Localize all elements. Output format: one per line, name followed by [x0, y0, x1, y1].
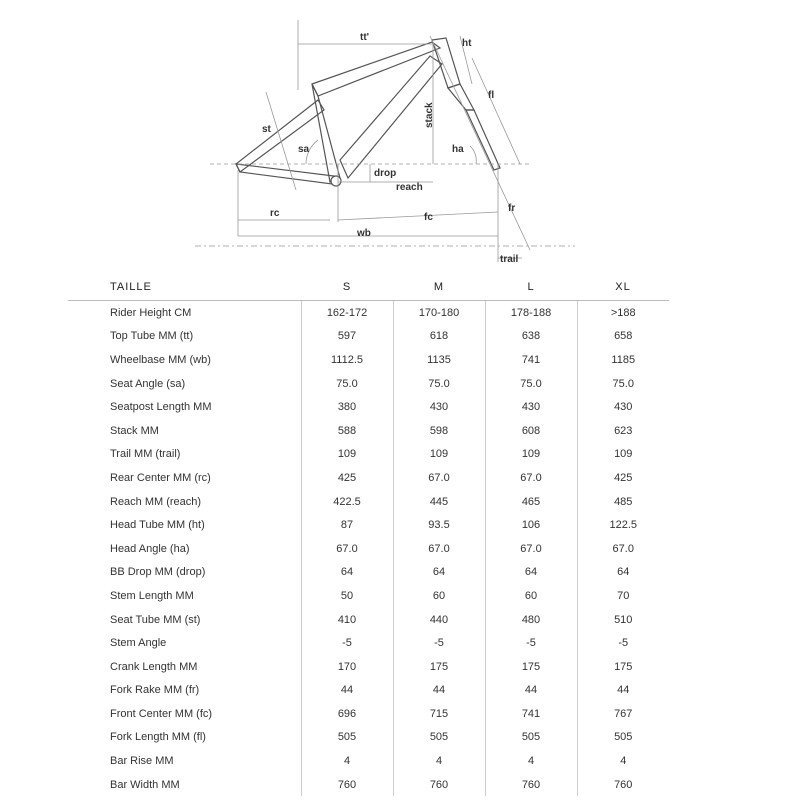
- label-sa: sa: [298, 144, 310, 155]
- table-row: [68, 325, 669, 349]
- cell-size-l: 760: [485, 773, 577, 797]
- chain-stay: [236, 164, 334, 184]
- cell-size-m: 93.5: [393, 513, 485, 537]
- cell-size-m: 505: [393, 726, 485, 750]
- frame-geometry-svg: [195, 0, 575, 268]
- label-rc: rc: [270, 208, 280, 219]
- cell-size-s: 597: [301, 325, 393, 349]
- fc-dim: [338, 212, 498, 220]
- cell-size-s: 1112.5: [301, 348, 393, 372]
- cell-size-xl: 4: [577, 749, 669, 773]
- table-row: [68, 655, 669, 679]
- cell-size-l: 430: [485, 395, 577, 419]
- row-label: Rider Height CM: [110, 306, 192, 319]
- row-label: Fork Rake MM (fr): [110, 684, 200, 697]
- cell-size-l: 109: [485, 443, 577, 467]
- top-tube: [312, 42, 440, 96]
- cell-size-l: 64: [485, 561, 577, 585]
- cell-size-m: 4: [393, 749, 485, 773]
- row-label: Fork Length MM (fl): [110, 731, 206, 744]
- header-size-l: L: [485, 274, 577, 301]
- table-row: [68, 513, 669, 537]
- table-row: [68, 372, 669, 396]
- table-row: [68, 679, 669, 703]
- label-tt: tt': [360, 32, 370, 43]
- steer-axis: [430, 36, 530, 250]
- cell-size-l: 67.0: [485, 537, 577, 561]
- frame-geometry-diagram: [195, 0, 575, 268]
- cell-size-m: 67.0: [393, 537, 485, 561]
- cell-size-s: 170: [301, 655, 393, 679]
- cell-size-s: 109: [301, 443, 393, 467]
- cell-size-xl: 1185: [577, 348, 669, 372]
- cell-size-s: 64: [301, 561, 393, 585]
- cell-size-xl: 64: [577, 561, 669, 585]
- row-label: Stem Angle: [110, 637, 167, 650]
- row-label: Seatpost Length MM: [110, 401, 212, 414]
- row-label: Trail MM (trail): [110, 448, 181, 461]
- header-size-xl: XL: [577, 274, 669, 301]
- label-stack: stack: [424, 102, 435, 128]
- table-row: [68, 301, 669, 325]
- cell-size-xl: 75.0: [577, 372, 669, 396]
- cell-size-xl: 109: [577, 443, 669, 467]
- cell-size-m: 170-180: [393, 301, 485, 325]
- cell-size-m: -5: [393, 631, 485, 655]
- table-row: [68, 584, 669, 608]
- size-chart-body: [68, 301, 669, 797]
- label-drop: drop: [374, 168, 397, 179]
- table-row: [68, 726, 669, 750]
- cell-size-m: 75.0: [393, 372, 485, 396]
- header-taille: TAILLE: [68, 274, 301, 301]
- cell-size-xl: 505: [577, 726, 669, 750]
- cell-size-xl: 175: [577, 655, 669, 679]
- cell-size-xl: 485: [577, 490, 669, 514]
- cell-size-m: 430: [393, 395, 485, 419]
- seat-tube: [312, 84, 340, 182]
- fl-dim: [472, 58, 520, 164]
- cell-size-m: 60: [393, 584, 485, 608]
- cell-size-s: 505: [301, 726, 393, 750]
- cell-size-s: 87: [301, 513, 393, 537]
- cell-size-l: 608: [485, 419, 577, 443]
- cell-size-xl: 67.0: [577, 537, 669, 561]
- cell-size-l: 4: [485, 749, 577, 773]
- label-ha: ha: [452, 144, 464, 155]
- row-label: Crank Length MM: [110, 660, 198, 673]
- cell-size-l: -5: [485, 631, 577, 655]
- cell-size-s: 760: [301, 773, 393, 797]
- header-size-s: S: [301, 274, 393, 301]
- cell-size-m: 175: [393, 655, 485, 679]
- row-label: Stack MM: [110, 424, 159, 437]
- row-label: Head Tube MM (ht): [110, 519, 205, 532]
- cell-size-s: 588: [301, 419, 393, 443]
- bottom-bracket: [331, 176, 341, 186]
- table-row: [68, 773, 669, 797]
- cell-size-m: 67.0: [393, 466, 485, 490]
- fork-crown: [448, 84, 474, 110]
- cell-size-xl: 44: [577, 679, 669, 703]
- cell-size-m: 618: [393, 325, 485, 349]
- cell-size-xl: >188: [577, 301, 669, 325]
- label-ht: ht: [462, 38, 472, 49]
- table-row: [68, 443, 669, 467]
- cell-size-m: 715: [393, 702, 485, 726]
- table-row: [68, 466, 669, 490]
- table-row: [68, 537, 669, 561]
- cell-size-s: 422.5: [301, 490, 393, 514]
- cell-size-xl: -5: [577, 631, 669, 655]
- cell-size-m: 440: [393, 608, 485, 632]
- seat-stay: [236, 100, 324, 172]
- row-label: Top Tube MM (tt): [110, 330, 194, 343]
- table-row: [68, 348, 669, 372]
- header-size-m: M: [393, 274, 485, 301]
- cell-size-xl: 70: [577, 584, 669, 608]
- cell-size-s: 44: [301, 679, 393, 703]
- row-label: Bar Width MM: [110, 778, 180, 791]
- row-label: Stem Length MM: [110, 589, 194, 602]
- cell-size-m: 64: [393, 561, 485, 585]
- dimension-lines: [195, 20, 575, 262]
- cell-size-xl: 767: [577, 702, 669, 726]
- cell-size-l: 178-188: [485, 301, 577, 325]
- table-row: [68, 608, 669, 632]
- cell-size-s: 696: [301, 702, 393, 726]
- row-label: Wheelbase MM (wb): [110, 353, 211, 366]
- label-wb: wb: [357, 228, 371, 239]
- fork-leg: [466, 110, 500, 170]
- label-fc: fc: [424, 212, 433, 223]
- cell-size-xl: 658: [577, 325, 669, 349]
- cell-size-l: 741: [485, 348, 577, 372]
- cell-size-m: 109: [393, 443, 485, 467]
- cell-size-xl: 425: [577, 466, 669, 490]
- cell-size-l: 44: [485, 679, 577, 703]
- cell-size-s: 380: [301, 395, 393, 419]
- table-row: [68, 631, 669, 655]
- cell-size-l: 465: [485, 490, 577, 514]
- cell-size-s: 162-172: [301, 301, 393, 325]
- cell-size-s: 410: [301, 608, 393, 632]
- cell-size-xl: 430: [577, 395, 669, 419]
- row-label: Bar Rise MM: [110, 755, 174, 768]
- cell-size-xl: 623: [577, 419, 669, 443]
- cell-size-xl: 122.5: [577, 513, 669, 537]
- cell-size-s: 4: [301, 749, 393, 773]
- table-row: [68, 419, 669, 443]
- size-chart-table: [68, 274, 669, 796]
- bike-frame: [236, 38, 500, 184]
- row-label: Rear Center MM (rc): [110, 471, 211, 484]
- cell-size-m: 760: [393, 773, 485, 797]
- cell-size-xl: 510: [577, 608, 669, 632]
- cell-size-l: 741: [485, 702, 577, 726]
- table-row: [68, 749, 669, 773]
- cell-size-l: 67.0: [485, 466, 577, 490]
- row-label: Head Angle (ha): [110, 542, 190, 555]
- cell-size-l: 60: [485, 584, 577, 608]
- table-row: [68, 490, 669, 514]
- cell-size-l: 480: [485, 608, 577, 632]
- cell-size-l: 106: [485, 513, 577, 537]
- cell-size-l: 175: [485, 655, 577, 679]
- cell-size-l: 75.0: [485, 372, 577, 396]
- cell-size-l: 505: [485, 726, 577, 750]
- cell-size-s: -5: [301, 631, 393, 655]
- table-row: [68, 395, 669, 419]
- cell-size-s: 50: [301, 584, 393, 608]
- row-label: Front Center MM (fc): [110, 707, 213, 720]
- size-chart-header: [68, 274, 669, 301]
- st-dim: [266, 92, 296, 190]
- cell-size-m: 1135: [393, 348, 485, 372]
- cell-size-m: 598: [393, 419, 485, 443]
- cell-size-xl: 760: [577, 773, 669, 797]
- row-label: BB Drop MM (drop): [110, 566, 206, 579]
- ha-arc: [470, 146, 476, 164]
- label-reach: reach: [396, 182, 423, 193]
- row-label: Reach MM (reach): [110, 495, 202, 508]
- label-st: st: [262, 124, 271, 135]
- cell-size-s: 67.0: [301, 537, 393, 561]
- label-fl: fl: [488, 90, 495, 101]
- cell-size-l: 638: [485, 325, 577, 349]
- cell-size-s: 425: [301, 466, 393, 490]
- cell-size-s: 75.0: [301, 372, 393, 396]
- row-label: Seat Tube MM (st): [110, 613, 201, 626]
- table-row: [68, 561, 669, 585]
- label-trail: trail: [500, 254, 519, 265]
- row-label: Seat Angle (sa): [110, 377, 186, 390]
- label-fr: fr: [508, 203, 516, 214]
- table-row: [68, 702, 669, 726]
- cell-size-m: 44: [393, 679, 485, 703]
- cell-size-m: 445: [393, 490, 485, 514]
